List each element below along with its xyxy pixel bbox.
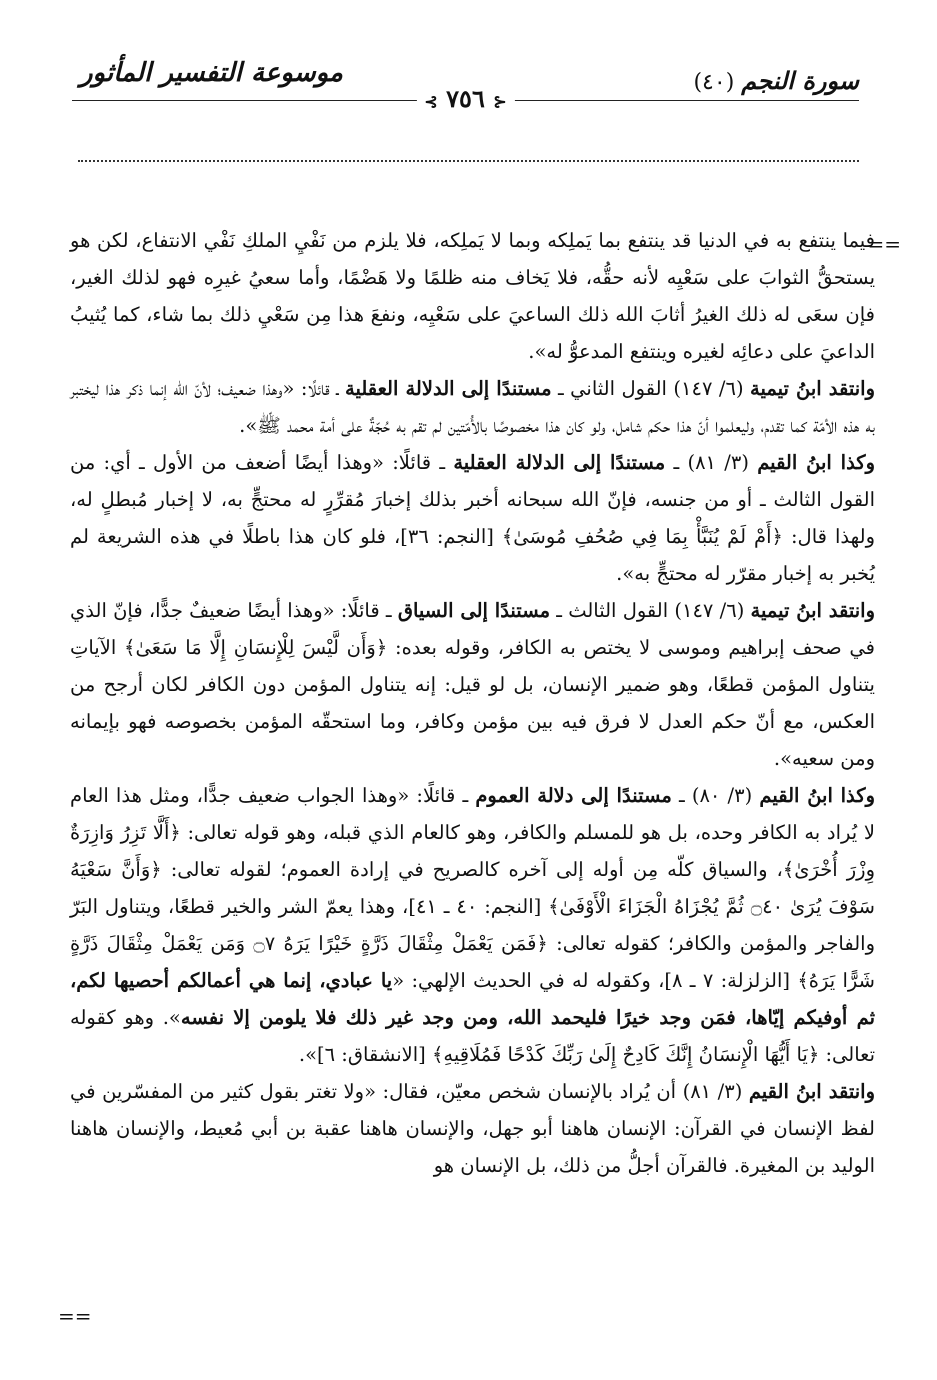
paragraph xyxy=(70,222,875,370)
bold-run: مستندًا إلى الدلالة العقلية xyxy=(453,451,666,474)
book-title: موسوعة التفسير المأثور xyxy=(80,58,343,88)
text-run: ـ قائلًا: «وهذا الجواب ضعيف جدًّا، ومثل هذا العام لا يُراد به الكافر وحده، بل هو للمسلم والكافر، وهو كالعام الذي قبله، وهو قوله تعالى: ﴿أَلَّا تَزِرُ وَازِرَةٌ وِزْرَ أُخْرَىٰ﴾، والسياق كلّه مِن أوله إلى آخره كالصريح في إرادة العموم؛ لقوله تعالى: ﴿وَأَنَّ سَعْيَهُ سَوْفَ يُرَىٰ ۝٤٠ ثُمَّ يُجْزَاهُ الْجَزَاءَ الْأَوْفَىٰ﴾ [النجم: ٤٠ ـ ٤١]، وهذا يعمّ الشر والخير قطعًا، ويتناول البَرّ والفاجر والمؤمن والكافر؛ كقوله تعالى: ﴿فَمَن يَعْمَلْ مِثْقَالَ ذَرَّةٍ خَيْرًا يَرَهُ ۝٧ وَمَن يَعْمَلْ مِثْقَالَ ذَرَّةٍ شَرًّا يَرَهُ﴾ [الزلزلة: ٧ ـ ٨]، وكقوله له في الحديث الإلهي: « xyxy=(70,784,875,992)
text-run: ـ قائلًا: «وهذا أيضًا ضعيفٌ جدًّا، فإنّ الذي في صحف إبراهيم وموسى لا يختص به الكافر، وقوله بعده: ﴿وَأَن لَّيْسَ لِلْإِنسَانِ إِلَّا مَا سَعَىٰ﴾ الآياتِ يتناول المؤمن قطعًا، وهو ضمير الإنسان، بل لو قيل: إنه يتناول المؤمن دون الكافر لكان أرجح من العكس، مع أنّ حكم العدل لا فرق فيه بين مؤمن وكافر، وما استحقّه المؤمن بخصوصه فهو بإيمانه ومن سعيه». xyxy=(70,599,875,770)
sura-heading xyxy=(693,66,859,95)
text-run: ». وهو كقوله تعالى: ﴿يَا أَيُّهَا الْإِنسَانُ إِنَّكَ كَادِحٌ إِلَىٰ رَبِّكَ كَدْحًا فَمُلَاقِيهِ﴾ [الانشقاق: ٦]». xyxy=(70,1006,875,1066)
text-run: (٣/ ٨١) أن يُراد بالإنسان شخص معيّن، فقال: «ولا تغتر بقول كثير من المفسّرين في لفظ الإنسان في القرآن: الإنسان هاهنا أبو جهل، والإنسان هاهنا عقبة بن أبي مُعيط، والإنسان هاهنا الوليد بن المغيرة. فالقرآن أجلُّ من ذلك، بل الإنسان هو xyxy=(70,1080,875,1177)
paragraph xyxy=(70,370,875,444)
bold-run: مستندًا إلى الدلالة العقلية xyxy=(344,377,552,400)
bold-run: وكذا ابنُ القيم xyxy=(757,451,876,474)
text-run: (٦/ ١٤٧) القول الثاني ـ xyxy=(551,377,751,400)
bold-run: مستندًا إلى السياق xyxy=(397,599,551,622)
bold-run: يا عبادي، إنما هي أعمالكم أحصيها لكم، ثم أوفيكم إيّاها، فمَن وجد خيرًا فليحمد الله، ومن وجد غير ذلك فلا يلومن إلا نفسه xyxy=(70,969,875,1029)
text-run: فيما ينتفع به في الدنيا قد ينتفع بما يَملِكه وبما لا يَملِكه، فلا يلزم من نَفْيِ الملكِ نَفْي الانتفاع، لكن هو يستحقُّ الثوابَ على سَعْيِه لأنه حقُّه، فلا يَخاف منه ظلمًا ولا هَضْمًا، وأما سعيُ غيرِه فهو لذلك الغير، فإن سعَى له ذلك الغيرُ أثابَ الله ذلك الساعيَ على سَعْيِه، ونفعَ هذا مِن سَعْيِ ذلك بما شاء، كما يُثيبُ الداعيَ على دعائِه لغيره وينتفع المدعوُّ له». xyxy=(70,229,875,363)
bold-run: وانتقد ابنُ تيمية xyxy=(750,377,876,400)
text-run: ـ قائلًا: «وهذا ضعيف؛ لأنّ الله إنما ذكر هذا ليختبر به هذه الأمّة كما تقدم، وليعلموا أنّ هذا حكم شامل، ولو كان هذا مخصوصًا بالأُمّتين لم تقم به حُجّةٌ على أمة محمد ﷺ». xyxy=(70,377,875,437)
text-run: (٣/ ٨١) ـ xyxy=(665,451,758,474)
text-run: ـ قائلًا: «وهذا أيضًا أضعف من الأول ـ أي: من القول الثالث ـ أو من جنسه، فإنّ الله سبحانه أخبر بذلك إخبارَ مُقرِّرٍ له محتجٍّ به، لا إخبار مُبطلٍ له، ولهذا قال: ﴿أَمْ لَمْ يُنَبَّأْ بِمَا فِي صُحُفِ مُوسَىٰ﴾ [النجم: ٣٦]، فلو كان هذا باطلًا في هذه الشريعة لم يُخبر به إخبار مقرّر له محتجٍّ به». xyxy=(70,451,875,585)
paragraph xyxy=(70,444,875,592)
continuation-mark-start: == xyxy=(867,232,901,256)
text-run: (٣/ ٨٠) ـ xyxy=(671,784,760,807)
paragraph xyxy=(70,777,875,1073)
bold-run: وانتقد ابنُ تيمية xyxy=(750,599,875,622)
bold-run: مستندًا إلى دلالة العموم xyxy=(475,784,672,807)
page-header xyxy=(72,52,859,124)
footnote-body xyxy=(70,222,875,1184)
paragraph xyxy=(70,1073,875,1184)
sura-label: سورة النجم xyxy=(741,66,859,95)
bold-run: وكذا ابنُ القيم xyxy=(759,784,875,807)
page-number: ٧٥٦ xyxy=(446,84,485,113)
bold-run: وانتقد ابنُ القيم xyxy=(748,1080,875,1103)
verse-ref: (٤٠) xyxy=(693,70,735,95)
paragraph xyxy=(70,592,875,777)
ornament-left-icon: ⊰ xyxy=(424,92,438,111)
ornament-right-icon: ⊱ xyxy=(493,92,507,111)
page-number-box xyxy=(416,84,514,113)
dotted-separator xyxy=(78,160,859,162)
continuation-mark-end: == xyxy=(58,1304,92,1328)
text-run: (٦/ ١٤٧) القول الثالث ـ xyxy=(550,599,751,622)
